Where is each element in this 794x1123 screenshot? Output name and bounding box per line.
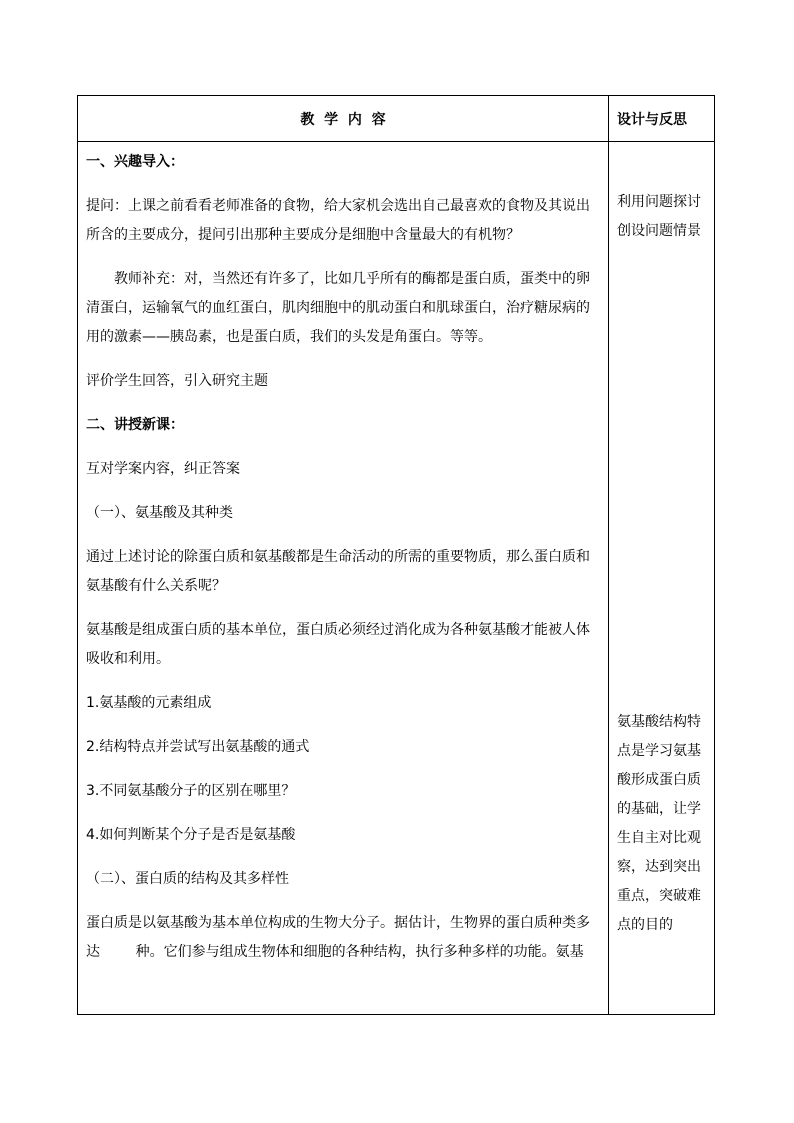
lesson-table (77, 95, 715, 1015)
paragraph-relationship: 通过上述讨论的除蛋白质和氨基酸都是生命活动的所需的重要物质，那么蛋白质和氨基酸有什么关系呢？ (86, 549, 590, 594)
reflection-column-header (609, 96, 715, 141)
paragraph-teacher-supplement: 教师补充：对，当然还有许多了，比如几乎所有的酶都是蛋白质，蛋类中的卵清蛋白，运输氧气的血红蛋白，肌肉细胞中的肌动蛋白和肌球蛋白，治疗糖尿病的用的激素——胰岛素，也是蛋白质，我们的头发是角蛋白。等等。 (86, 271, 590, 345)
list-item: 1.氨基酸的元素组成 (86, 695, 212, 711)
list-item: 4.如何判断某个分子是否是氨基酸 (86, 827, 296, 843)
lesson-content (86, 148, 602, 967)
subheading-protein-structure: （二）、蛋白质的结构及其多样性 (86, 871, 289, 887)
paragraph-question: 提问：上课之前看看老师准备的食物，给大家机会选出自己最喜欢的食物及其说出所含的主要成分，提问引出那种主要成分是细胞中含量最大的有机物？ (86, 198, 590, 243)
reflection-title: 设计与反思 (617, 111, 687, 128)
reflection-note-1: 利用问题探讨创设问题情景 (617, 194, 701, 239)
content-column-header (78, 96, 608, 141)
paragraph-protein-definition: 蛋白质是以氨基酸为基本单位构成的生物大分子。据估计，生物界的蛋白质种类多达 种。它们参与组成生物体和细胞的各种结构，执行多种多样的功能。氨基 (86, 915, 590, 960)
reflection-note-2: 氨基酸结构特点是学习氨基酸形成蛋白质的基础，让学生自主对比观察，达到突出重点，突破难点的目的 (617, 714, 701, 933)
paragraph-evaluate: 评价学生回答，引入研究主题 (86, 373, 268, 389)
subheading-amino-acids: （一）、氨基酸及其种类 (86, 505, 233, 521)
list-item: 3.不同氨基酸分子的区别在哪里？ (86, 783, 296, 799)
paragraph-check-answers: 互对学案内容，纠正答案 (86, 461, 240, 477)
header-divider (78, 141, 714, 142)
section-heading-intro: 一、兴趣导入： (86, 154, 184, 170)
list-item: 2.结构特点并尝试写出氨基酸的通式 (86, 739, 310, 755)
column-divider (608, 96, 609, 1014)
paragraph-basic-unit: 氨基酸是组成蛋白质的基本单位，蛋白质必须经过消化成为各种氨基酸才能被人体吸收和利用。 (86, 622, 590, 667)
section-heading-new-lesson: 二、讲授新课： (86, 417, 184, 433)
content-title: 教 学 内 容 (300, 111, 386, 128)
